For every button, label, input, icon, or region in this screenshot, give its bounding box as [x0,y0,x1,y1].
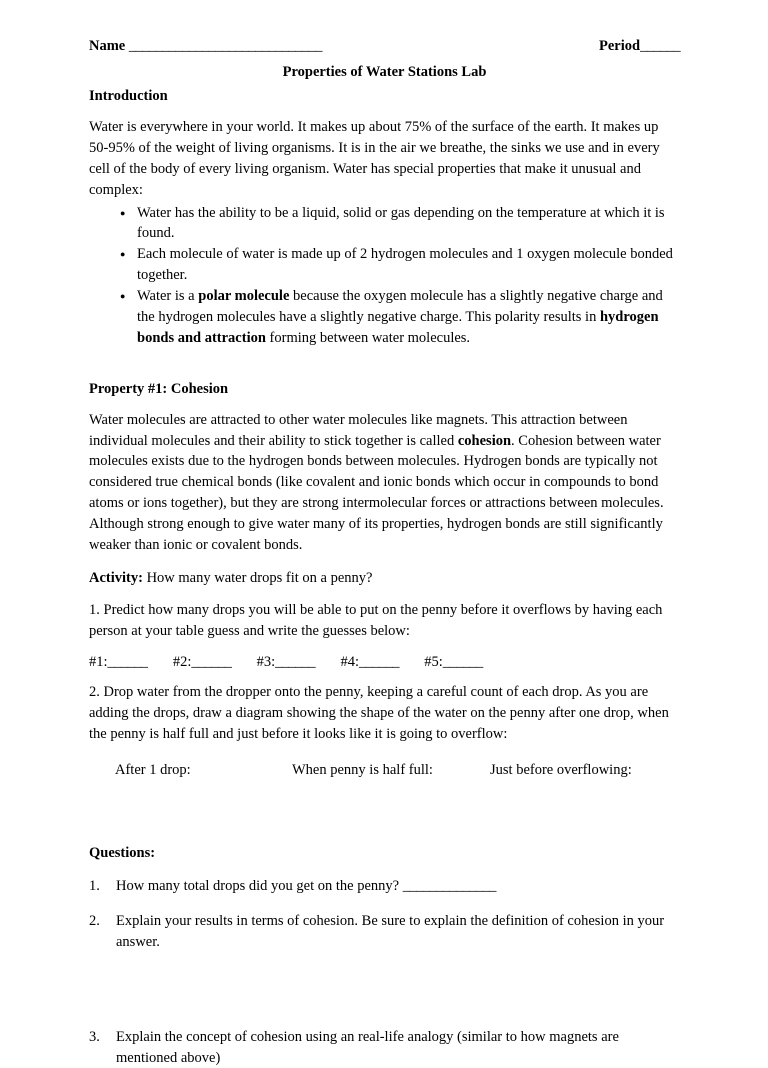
question-item-3 [89,1027,680,1068]
period-blank[interactable]: ______ [640,38,680,54]
bullet-text-3: Water is a polar molecule because the oxygen molecule has a slightly negative charge and the hydrogen molecules have a slightly negative charge. This polarity results in hydrogen bonds and attraction forming between water molecules. [137,288,663,346]
guess-blank-5[interactable] [424,654,482,670]
question-body-1: How many total drops did you get on the penny? [116,878,403,894]
page-title: Properties of Water Stations Lab [282,64,487,80]
guess-line-5: ______ [442,654,483,671]
period-label: Period [599,38,641,54]
name-blank[interactable]: _____________________________ [128,38,322,54]
guess-label-4: #4: [340,654,359,671]
activity-prompt [89,568,680,589]
introduction-bullet-list [89,203,680,349]
question-body-3: Explain the concept of cohesion using an real-life analogy (similar to how magnets are mentioned above) [116,1028,619,1066]
bullet-text-2: Each molecule of water is made up of 2 hydrogen molecules and 1 oxygen molecule bonded together. [137,246,673,284]
guess-line-1: ______ [107,654,148,671]
question-item-2 [89,911,680,953]
question-number-2: 2. [89,912,100,929]
diagram-label-row [89,762,680,779]
guess-blank-1[interactable] [89,654,147,670]
activity-step-2: 2. Drop water from the dropper onto the penny, keeping a careful count of each drop. As you are adding the drops, draw a diagram showing the shape of the water on the penny after one drop, when the penny is half full and just before it looks like it is going to overflow: [89,684,669,743]
questions-list [89,876,680,953]
name-label: Name [89,38,126,54]
question-number-1: 1. [89,878,100,894]
questions-heading: Questions: [89,845,156,861]
activity-question: How many water drops fit on a penny? [142,569,373,586]
guess-label-3: #3: [256,654,276,671]
diagram-label-after-one-drop: After 1 drop: [115,762,191,778]
header-row [89,38,680,55]
name-field-group [89,38,322,55]
diagram-drawing-area[interactable] [89,779,680,827]
introduction-heading: Introduction [89,88,168,104]
question-text-2 [116,911,680,953]
question-text-3 [116,1027,680,1068]
property-heading: Property #1: Cohesion [89,380,229,397]
question-text-1 [116,876,680,897]
diagram-label-half-full: When penny is half full: [292,762,433,778]
guess-blanks-row [89,654,680,671]
guess-label-5: #5: [424,654,443,671]
diagram-label-before-overflow: Just before overflowing: [490,762,632,778]
list-item [120,203,680,245]
question-body-2: Explain your results in terms of cohesion. Be sure to explain the definition of cohesion in your answer. [116,912,665,950]
guess-line-4: ______ [358,654,399,671]
guess-label-1: #1: [89,654,108,671]
question-answer-blank-1[interactable]: ______________ [402,878,496,894]
question-number-3: 3. [89,1028,100,1045]
guess-line-2: ______ [191,654,232,671]
property-paragraph: Water molecules are attracted to other water molecules like magnets. This attraction between individual molecules and their ability to stick together is called cohesion. Cohesion between water molecules exists due to the hydrogen bonds between molecules. Hydrogen bonds are typically not considered true chemical bonds (like covalent and ionic bonds which occur in compounds to bond atoms or ions together), but they are strong intermolecular forces or attractions between molecules. Although strong enough to give water many of its properties, hydrogen bonds are still significantly weaker than ionic or covalent bonds. [89,411,664,553]
question-item-1 [89,876,680,897]
guess-line-3: ______ [275,654,316,671]
activity-label: Activity: [89,569,143,586]
guess-blank-4[interactable] [340,654,398,670]
questions-list-continued [89,1027,680,1068]
guess-label-2: #2: [172,654,192,671]
list-item [120,286,680,349]
period-field-group [599,38,680,55]
list-item [120,244,680,286]
guess-blank-3[interactable] [257,654,315,670]
activity-step-1: 1. Predict how many drops you will be able to put on the penny before it overflows by having each person at your table guess and write the guesses below: [89,601,663,639]
guess-blank-2[interactable] [173,654,231,670]
bullet-text-1: Water has the ability to be a liquid, solid or gas depending on the temperature at which it is found. [137,204,665,242]
answer-space-question-2[interactable] [89,953,680,1013]
introduction-paragraph: Water is everywhere in your world. It makes up about 75% of the surface of the earth. It makes up 50-95% of the weight of living organisms. It is in the air we breathe, the sinks we use and in every cell of the body of every living organism. Water has special properties that make it unusual and complex: [89,119,660,198]
